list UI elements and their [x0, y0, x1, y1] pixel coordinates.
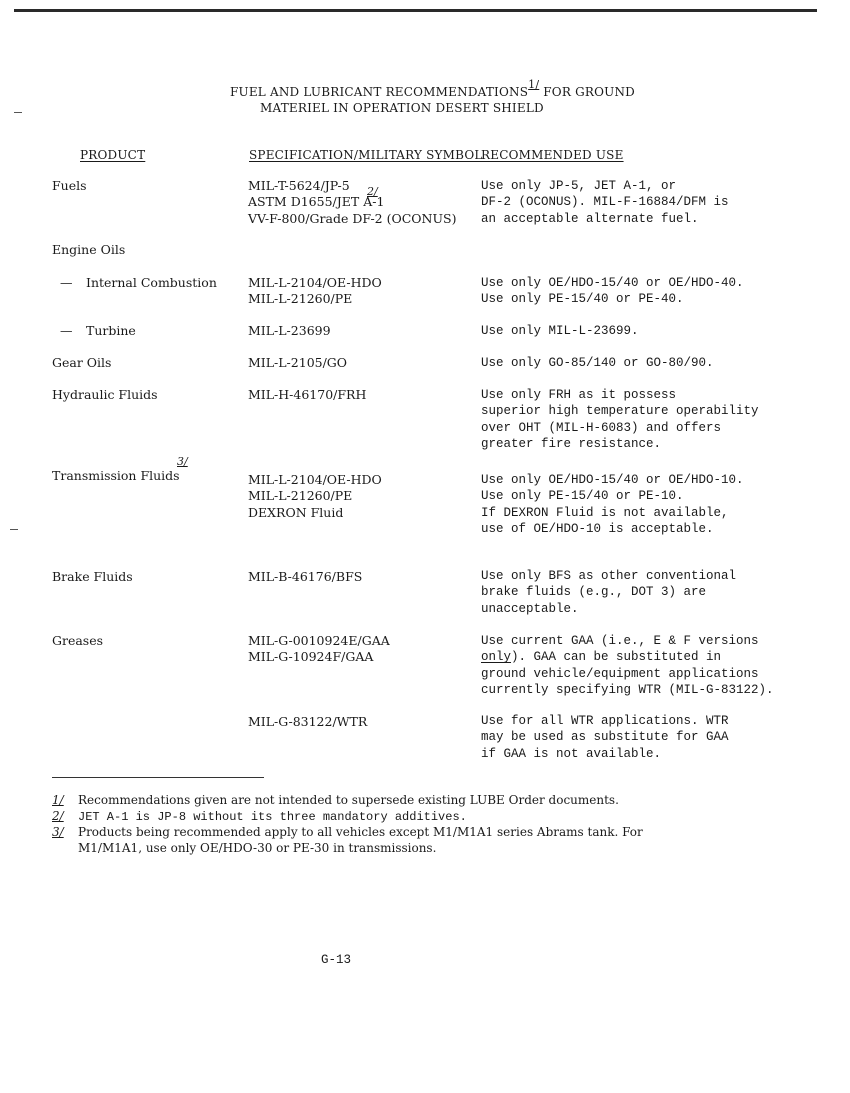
use-wtr	[481, 713, 729, 762]
footnote-text: Recommendations given are not intended to supersede existing LUBE Order documents.	[78, 793, 619, 807]
use-line: over OHT (MIL-H-6083) and offers	[481, 420, 722, 435]
spec-line: MIL-T-5624/JP-5	[248, 178, 350, 193]
margin-mark	[14, 112, 22, 113]
top-border-rule	[14, 9, 817, 12]
spec-wtr: MIL-G-83122/WTR	[248, 714, 368, 729]
use-internal-combustion	[481, 275, 744, 308]
use-line: DF-2 (OCONUS). MIL-F-16884/DFM is	[481, 195, 729, 210]
use-line: may be used as substitute for GAA	[481, 730, 729, 745]
title-text-end: FOR GROUND	[543, 85, 635, 99]
header-product: PRODUCT	[80, 148, 146, 162]
spec-line: MIL-L-21260/PE	[248, 291, 353, 307]
spec-line: MIL-L-2104/OE-HDO	[248, 275, 382, 290]
spec-turbine: MIL-L-23699	[248, 323, 331, 338]
spec-line: DEXRON Fluid	[248, 504, 344, 520]
use-hydraulic-fluids	[481, 387, 759, 452]
spec-line: MIL-G-10924F/GAA	[248, 649, 374, 665]
product-gear-oils: Gear Oils	[52, 355, 112, 370]
header-specification: SPECIFICATION/MILITARY SYMBOL	[249, 148, 483, 162]
use-line	[481, 649, 774, 665]
product-dash: —	[60, 323, 73, 338]
use-line: an acceptable alternate fuel.	[481, 211, 699, 226]
use-line: ground vehicle/equipment applications	[481, 666, 759, 681]
footnote-ref-3: 3/	[177, 455, 188, 468]
spec-line: MIL-L-2104/OE-HDO	[248, 472, 382, 487]
spec-brake-fluids: MIL-B-46176/BFS	[248, 569, 363, 584]
spec-line: ASTM D1655/JET A-1	[248, 194, 385, 210]
footnote-mark: 2/	[52, 809, 64, 823]
use-line: Use only OE/HDO-15/40 or OE/HDO-10.	[481, 473, 744, 487]
title-text: FUEL AND LUBRICANT RECOMMENDATIONS	[230, 85, 529, 99]
product-greases: Greases	[52, 633, 104, 648]
use-text: ). GAA can be substituted in	[511, 650, 722, 665]
footnote-3	[52, 824, 643, 840]
footnote-ref-2: 2/	[367, 185, 378, 198]
use-line: currently specifying WTR (MIL-G-83122).	[481, 682, 774, 697]
use-line: brake fluids (e.g., DOT 3) are	[481, 585, 707, 600]
product-engine-oils: Engine Oils	[52, 242, 126, 257]
use-line: Use only FRH as it possess	[481, 388, 677, 402]
product-fuels: Fuels	[52, 178, 87, 193]
page-number: G-13	[321, 953, 352, 967]
use-emphasis-only: only	[481, 650, 512, 665]
use-line: If DEXRON Fluid is not available,	[481, 505, 729, 520]
footnote-mark: 3/	[52, 825, 64, 839]
product-internal-combustion: Internal Combustion	[86, 275, 217, 290]
use-line: Use only JP-5, JET A-1, or	[481, 179, 677, 193]
use-line: superior high temperature operability	[481, 404, 759, 419]
spec-line: MIL-L-21260/PE	[248, 488, 353, 504]
spec-greases	[248, 633, 390, 666]
product-hydraulic-fluids: Hydraulic Fluids	[52, 387, 158, 402]
margin-mark	[10, 529, 18, 530]
spec-gear-oils: MIL-L-2105/GO	[248, 355, 348, 370]
use-line: Use for all WTR applications. WTR	[481, 714, 729, 728]
footnote-divider	[52, 777, 264, 778]
footnote-1	[52, 792, 619, 808]
use-line: Use current GAA (i.e., E & F versions	[481, 634, 759, 648]
spec-line: VV-F-800/Grade DF-2 (OCONUS)	[248, 210, 457, 226]
use-line: unacceptable.	[481, 601, 579, 616]
spec-fuels	[248, 178, 456, 227]
use-line: if GAA is not available.	[481, 746, 662, 761]
use-brake-fluids	[481, 568, 736, 617]
use-line: Use only PE-15/40 or PE-10.	[481, 489, 684, 504]
footnote-3-continuation: M1/M1A1, use only OE/HDO-30 or PE-30 in transmissions.	[78, 841, 437, 855]
spec-hydraulic-fluids: MIL-H-46170/FRH	[248, 387, 367, 402]
header-recommended-use: RECOMMENDED USE	[481, 148, 624, 162]
use-line: Use only BFS as other conventional	[481, 569, 737, 583]
footnote-mark: 1/	[52, 793, 64, 807]
use-gear-oils: Use only GO-85/140 or GO-80/90.	[481, 356, 714, 370]
spec-transmission-fluids	[248, 472, 382, 521]
page-title-line1	[230, 78, 635, 101]
use-line: greater fire resistance.	[481, 436, 662, 451]
use-line: Use only PE-15/40 or PE-40.	[481, 292, 684, 307]
footnote-text: JET A-1 is JP-8 without its three mandatory additives.	[78, 810, 467, 824]
product-turbine: Turbine	[86, 323, 136, 338]
spec-line: MIL-G-0010924E/GAA	[248, 633, 390, 648]
footnote-2	[52, 808, 467, 825]
spec-internal-combustion	[248, 275, 382, 308]
use-line: use of OE/HDO-10 is acceptable.	[481, 521, 714, 536]
use-turbine: Use only MIL-L-23699.	[481, 324, 639, 338]
title-footnote-ref: 1/	[528, 78, 540, 91]
use-fuels	[481, 178, 729, 227]
use-greases	[481, 633, 774, 698]
use-transmission-fluids	[481, 472, 744, 537]
product-dash: —	[60, 275, 73, 290]
product-transmission-fluids: Transmission Fluids	[52, 468, 180, 483]
page-title-line2: MATERIEL IN OPERATION DESERT SHIELD	[260, 101, 544, 115]
use-line: Use only OE/HDO-15/40 or OE/HDO-40.	[481, 276, 744, 290]
product-brake-fluids: Brake Fluids	[52, 569, 133, 584]
footnote-text: Products being recommended apply to all vehicles except M1/M1A1 series Abrams tank. For	[78, 825, 643, 839]
